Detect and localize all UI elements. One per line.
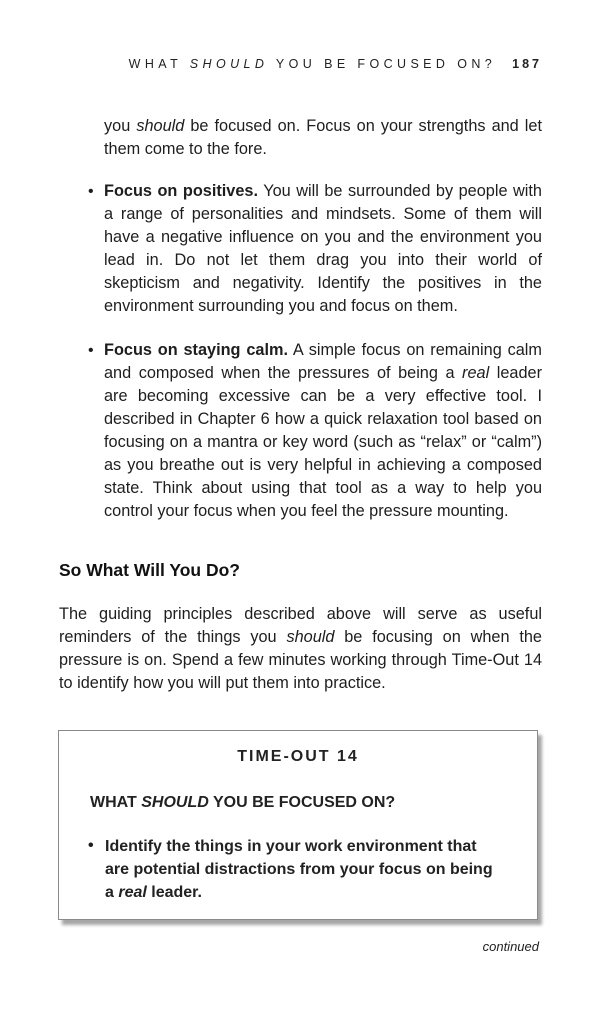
timeout-bullet-marker: • xyxy=(88,837,94,854)
timeout-item-emphasis: real xyxy=(118,884,147,901)
intro-emphasis: should xyxy=(136,117,185,135)
running-head-title-end: YOU BE FOCUSED ON? xyxy=(268,57,497,71)
timeout-box xyxy=(58,730,538,920)
running-head-title-start: WHAT xyxy=(128,57,190,71)
timeout-item-end: leader. xyxy=(146,884,202,901)
timeout-subtitle-start: WHAT xyxy=(90,794,142,811)
timeout-item xyxy=(105,835,495,904)
intro-paragraph xyxy=(104,115,542,161)
timeout-subtitle-end: YOU BE FOCUSED ON? xyxy=(208,794,396,811)
bullet-positives-lead: Focus on positives. xyxy=(104,182,258,200)
section-paragraph xyxy=(59,603,542,695)
section-paragraph-end: be focusing on when the pressure is on. Spend a few minutes working through Time-Out 14 to identify how you will put them into practice. xyxy=(59,628,542,692)
bullet-positives-text: You will be surrounded by people with a range of personalities and mindsets. Some of them will have a negative influence on you and the environment you lead in. Do not let them drag you into their world of skepticism and negativity. Identify the positives in the environment surrounding you and focus on them. xyxy=(104,182,542,315)
bullet-marker-calm: • xyxy=(88,342,94,359)
bullet-marker-positives: • xyxy=(88,183,94,200)
timeout-subtitle xyxy=(90,794,395,812)
bullet-calm-text-start: A simple focus on remaining calm and composed when the pressures of being a xyxy=(104,341,542,382)
section-paragraph-start: The guiding principles described above will serve as useful reminders of the things you xyxy=(59,605,542,646)
bullet-calm-emphasis: real xyxy=(462,364,490,382)
section-paragraph-emphasis: should xyxy=(286,628,335,646)
intro-text-end: be focused on. Focus on your strengths and let them come to the fore. xyxy=(104,117,542,158)
bullet-calm xyxy=(104,339,542,523)
bullet-calm-text-end: leader are becoming excessive can be a very effective tool. I described in Chapter 6 how a quick relaxation tool based on focusing on a mantra or key word (such as “relax” or “calm”) as you breathe out is very helpful in achieving a composed state. Think about using that tool as a way to help you control your focus when you feel the pressure mounting. xyxy=(104,364,542,520)
timeout-item-start: Identify the things in your work environment that are potential distractions from your focus on being a xyxy=(105,838,493,901)
running-head xyxy=(129,57,542,71)
page-number: 187 xyxy=(512,57,542,71)
running-head-title-emphasis: SHOULD xyxy=(189,57,269,71)
bullet-calm-lead: Focus on staying calm. xyxy=(104,341,288,359)
bullet-positives xyxy=(104,180,542,318)
intro-text-start: you xyxy=(104,117,137,135)
timeout-title: TIME-OUT 14 xyxy=(237,748,359,765)
continued-note: continued xyxy=(482,939,539,954)
section-heading: So What Will You Do? xyxy=(59,560,240,580)
timeout-subtitle-emphasis: SHOULD xyxy=(141,794,209,811)
